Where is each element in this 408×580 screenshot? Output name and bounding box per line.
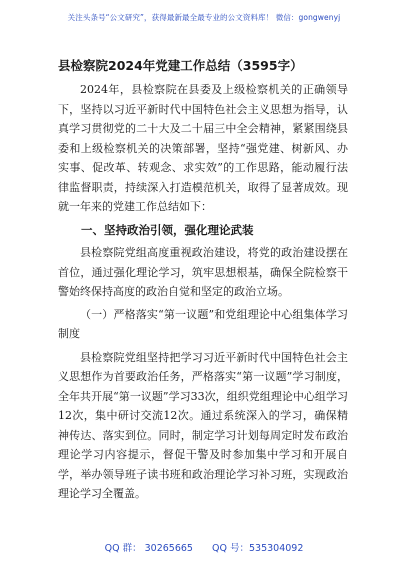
intro-paragraph: 2024年，县检察院在县委及上级检察机关的正确领导下，坚持以习近平新时代中国特色社会主义思想为指导，认真学习贯彻党的二十大及二十届三中全会精神，紧紧围绕县委和上级检察机关的决策部署，坚持“强党建、树新风、办实事、促改革、转观念、求实效”的工作思路，能动履行法律监督职责，持续深入打造模范机关，取得了显著成效。现就一年来的党建工作总结如下： bbox=[58, 83, 348, 213]
contact-footer bbox=[0, 540, 408, 554]
document-body bbox=[58, 80, 348, 504]
section-heading-1: 一、坚持政治引领，强化理论武装 bbox=[81, 222, 254, 237]
qq-group-link[interactable]: QQ 群： 30265665 bbox=[104, 543, 193, 554]
qq-number-link[interactable]: QQ 号：535304092 bbox=[212, 543, 304, 554]
document-title: 县检察院2024年党建工作总结（3595字） bbox=[58, 58, 303, 73]
subsection-paragraph-1: 县检察院党组坚持把学习习近平新时代中国特色社会主义思想作为首要政治任务，严格落实“第一议题”学习制度，全年共开展“第一议题”学习33次，组织党组理论中心组学习12次，集中研讨交流12次。通过系统深入的学习，确保精神传达、落实到位。同时，制定学习计划每周定时发布政治理论学习内容提示，督促干警及时参加集中学习和开展自学，举办领导班子读书班和政治理论学习补习班，实现政治理论学习全覆盖。 bbox=[58, 350, 348, 500]
section-paragraph-1: 县检察院党组高度重视政治建设，将党的政治建设摆在首位，通过强化理论学习，筑牢思想根基，确保全院检察干警始终保持高度的政治自觉和坚定的政治立场。 bbox=[58, 246, 348, 298]
subsection-heading-1: （一）严格落实“第一议题”和党组理论中心组集体学习制度 bbox=[58, 307, 348, 340]
promo-banner: 关注头条号“公文研究”，获得最新最全最专业的公文资料库！ 微信：gongwenyj bbox=[67, 13, 341, 22]
